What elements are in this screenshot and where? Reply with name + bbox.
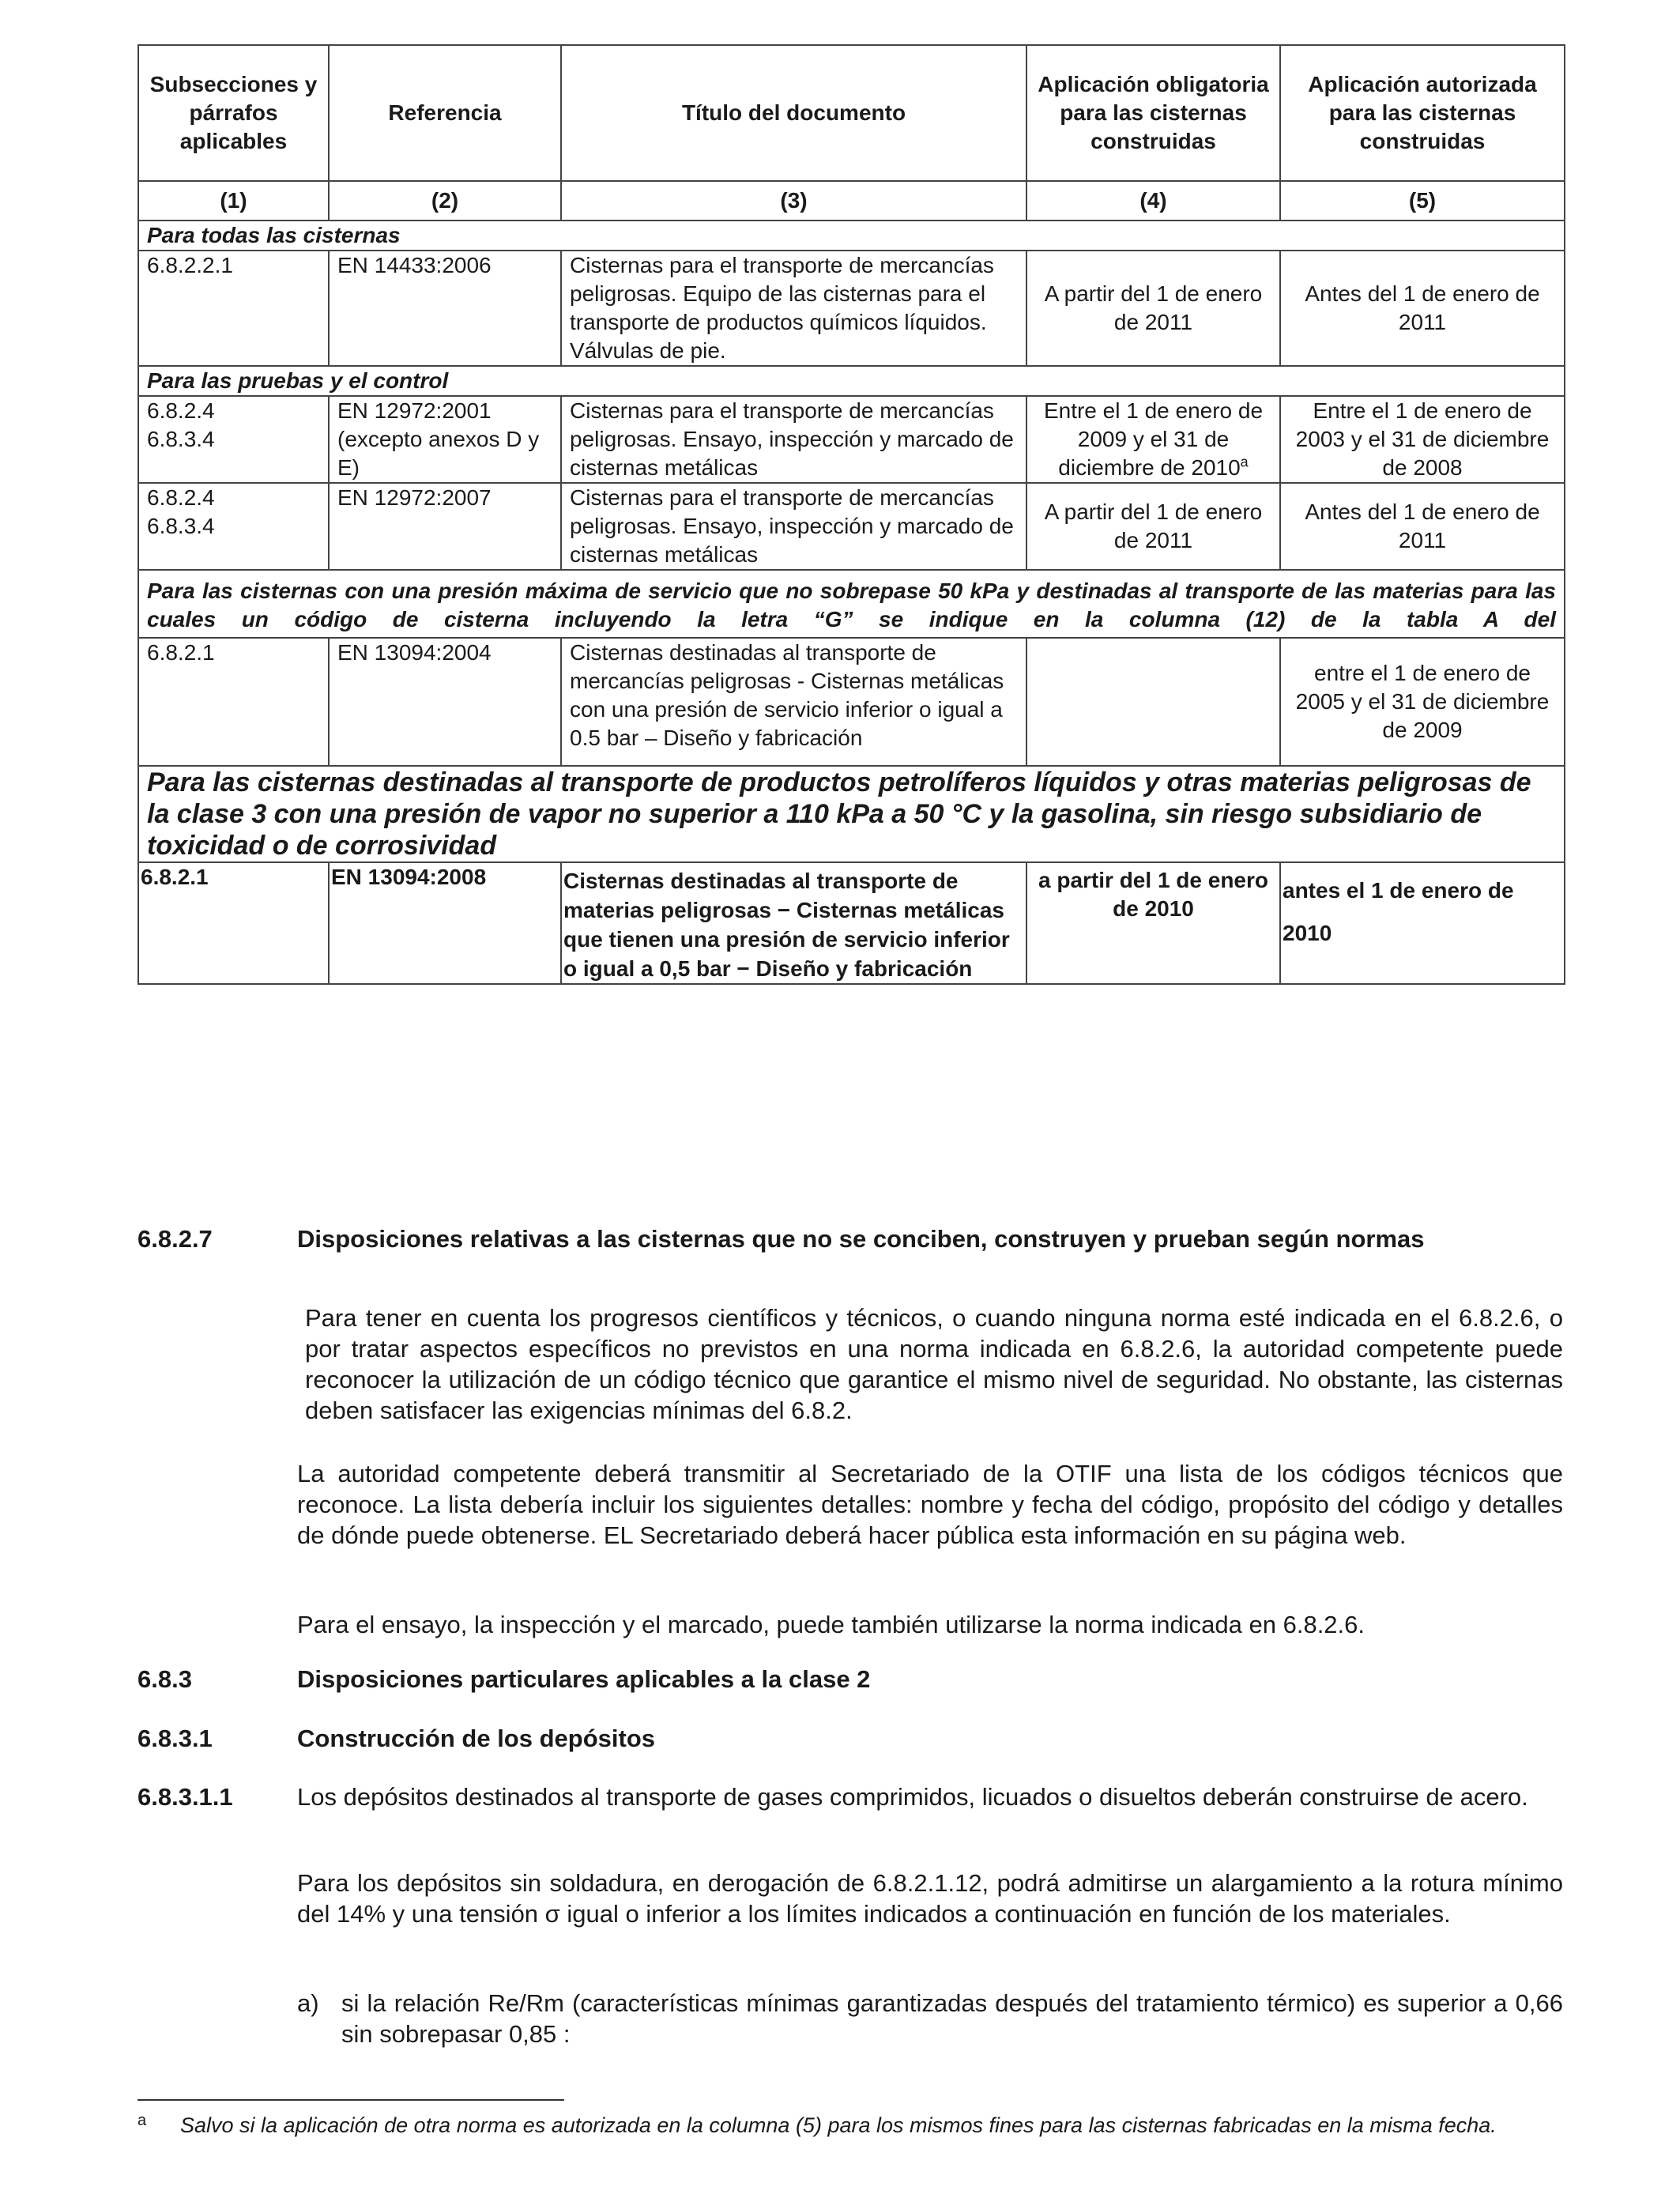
section-title: Disposiciones relativas a las cisternas que no se conciben, construyen y prueban según normas	[297, 1225, 1425, 1253]
list-text: si la relación Re/Rm (características mínimas garantizadas después del tratamiento térmico) es superior a 0,66 sin sobrepasar 0,85 :	[341, 1989, 1563, 2048]
table-row	[138, 638, 1565, 766]
section-row: Para las cisternas con una presión máxima de servicio que no sobrepase 50 kPa y destinadas al transporte de las materias para las cuales un código de cisterna incluyendo la letra “G” se indique en la columna (12) de la tabla A del	[138, 570, 1565, 638]
cell-title: Cisternas para el transporte de mercancías peligrosas. Ensayo, inspección y marcado de cisternas metálicas	[561, 483, 1026, 570]
cell-mandatory: A partir del 1 de enero de 2011	[1026, 483, 1280, 570]
table-row	[138, 396, 1565, 483]
footnote-divider	[137, 2099, 564, 2101]
col-number: (1)	[138, 181, 329, 221]
paragraph: Para el ensayo, la inspección y el marcado, puede también utilizarse la norma indicada en 6.8.2.6.	[297, 1611, 1365, 1638]
col-number: (5)	[1280, 181, 1565, 221]
section-number: 6.8.2.7	[137, 1225, 213, 1253]
section-row: Para todas las cisternas	[138, 221, 1565, 251]
cell-reference: EN 12972:2001 (excepto anexos D y E)	[329, 396, 561, 483]
standards-table	[137, 44, 1565, 985]
paragraph: La autoridad competente deberá transmitir al Secretariado de la OTIF una lista de los códigos técnicos que reconoce. La lista debería incluir los siguientes detalles: nombre y fecha del código, propósito del código y detalles de dónde puede obtenerse. EL Secretariado deberá hacer pública esta información en su página web.	[297, 1460, 1563, 1549]
cell-subsection: 6.8.2.1	[138, 638, 329, 766]
section-number: 6.8.3.1.1	[137, 1783, 233, 1811]
cell-mandatory-text: Entre el 1 de enero de 2009 y el 31 de diciembre de 2010	[1043, 398, 1264, 480]
footnote-text: Salvo si la aplicación de otra norma es autorizada en la columna (5) para los mismos fines para las cisternas fabricadas en la misma fecha.	[180, 2113, 1497, 2137]
section-title: Disposiciones particulares aplicables a la clase 2	[297, 1665, 871, 1693]
cell-mandatory	[1026, 638, 1280, 766]
paragraph: Para tener en cuenta los progresos científicos y técnicos, o cuando ninguna norma esté indicada en el 6.8.2.6, o por tratar aspectos específicos no previstos en una norma indicada en 6.8.2.6, la autoridad competente puede reconocer la utilización de un código técnico que garantice el mismo nivel de seguridad. No obstante, las cisternas deben satisfacer las exigencias mínimas del 6.8.2.	[305, 1304, 1563, 1424]
cell-subsection: 6.8.2.2.1	[138, 251, 329, 366]
section-number: 6.8.3	[137, 1665, 192, 1693]
list-label: a)	[297, 1989, 319, 2017]
cell-reference: EN 12972:2007	[329, 483, 561, 570]
header-reference: Referencia	[329, 45, 561, 181]
header-mandatory: Aplicación obligatoria para las cisternas construidas	[1026, 45, 1280, 181]
col-number: (3)	[561, 181, 1026, 221]
section-title: Construcción de los depósitos	[297, 1725, 655, 1752]
cell-mandatory: a partir del 1 de enero de 2010	[1026, 862, 1280, 984]
footnote-mark: a	[137, 2112, 147, 2129]
cell-authorized: Antes del 1 de enero de 2011	[1280, 251, 1565, 366]
cell-mandatory: A partir del 1 de enero de 2011	[1026, 251, 1280, 366]
table-row	[138, 251, 1565, 366]
list-item-a	[297, 1988, 1563, 2049]
table-row	[138, 483, 1565, 570]
paragraph: Para los depósitos sin soldadura, en derogación de 6.8.2.1.12, podrá admitirse un alargamiento a la rotura mínimo del 14% y una tensión σ igual o inferior a los límites indicados a continuación en función de los materiales.	[297, 1869, 1563, 1928]
section-row: Para las cisternas destinadas al transporte de productos petrolíferos líquidos y otras materias peligrosas de la clase 3 con una presión de vapor no superior a 110 kPa a 50 °C y la gasolina, sin riesgo subsidiario de toxicidad o de corrosividad	[138, 766, 1565, 862]
cell-title: Cisternas destinadas al transporte de materias peligrosas − Cisternas metálicas que tienen una presión de servicio inferior o igual a 0,5 bar − Diseño y fabricación	[561, 862, 1026, 984]
section-number: 6.8.3.1	[137, 1725, 213, 1752]
cell-subsection: 6.8.2.4 6.8.3.4	[138, 483, 329, 570]
col-number: (4)	[1026, 181, 1280, 221]
header-title: Título del documento	[561, 45, 1026, 181]
cell-title: Cisternas para el transporte de mercancías peligrosas. Equipo de las cisternas para el transporte de productos químicos líquidos. Válvulas de pie.	[561, 251, 1026, 366]
header-subsections: Subsecciones y párrafos aplicables	[138, 45, 329, 181]
cell-mandatory	[1026, 396, 1280, 483]
cell-subsection: 6.8.2.4 6.8.3.4	[138, 396, 329, 483]
cell-title: Cisternas destinadas al transporte de mercancías peligrosas - Cisternas metálicas con una presión de servicio inferior o igual a 0.5 bar – Diseño y fabricación	[561, 638, 1026, 766]
cell-authorized: Entre el 1 de enero de 2003 y el 31 de diciembre de 2008	[1280, 396, 1565, 483]
cell-authorized: Antes del 1 de enero de 2011	[1280, 483, 1565, 570]
cell-reference: EN 13094:2008	[329, 862, 561, 984]
cell-title: Cisternas para el transporte de mercancías peligrosas. Ensayo, inspección y marcado de cisternas metálicas	[561, 396, 1026, 483]
table-row	[138, 862, 1565, 984]
cell-reference: EN 13094:2004	[329, 638, 561, 766]
cell-authorized: entre el 1 de enero de 2005 y el 31 de diciembre de 2009	[1280, 638, 1565, 766]
cell-subsection: 6.8.2.1	[138, 862, 329, 984]
section-row: Para las pruebas y el control	[138, 366, 1565, 396]
cell-authorized: antes el 1 de enero de 2010	[1280, 862, 1565, 984]
footnote-ref: a	[1240, 454, 1249, 470]
cell-reference: EN 14433:2006	[329, 251, 561, 366]
paragraph: Los depósitos destinados al transporte de gases comprimidos, licuados o disueltos deberán construirse de acero.	[297, 1783, 1528, 1811]
header-authorized: Aplicación autorizada para las cisternas construidas	[1280, 45, 1565, 181]
col-number: (2)	[329, 181, 561, 221]
